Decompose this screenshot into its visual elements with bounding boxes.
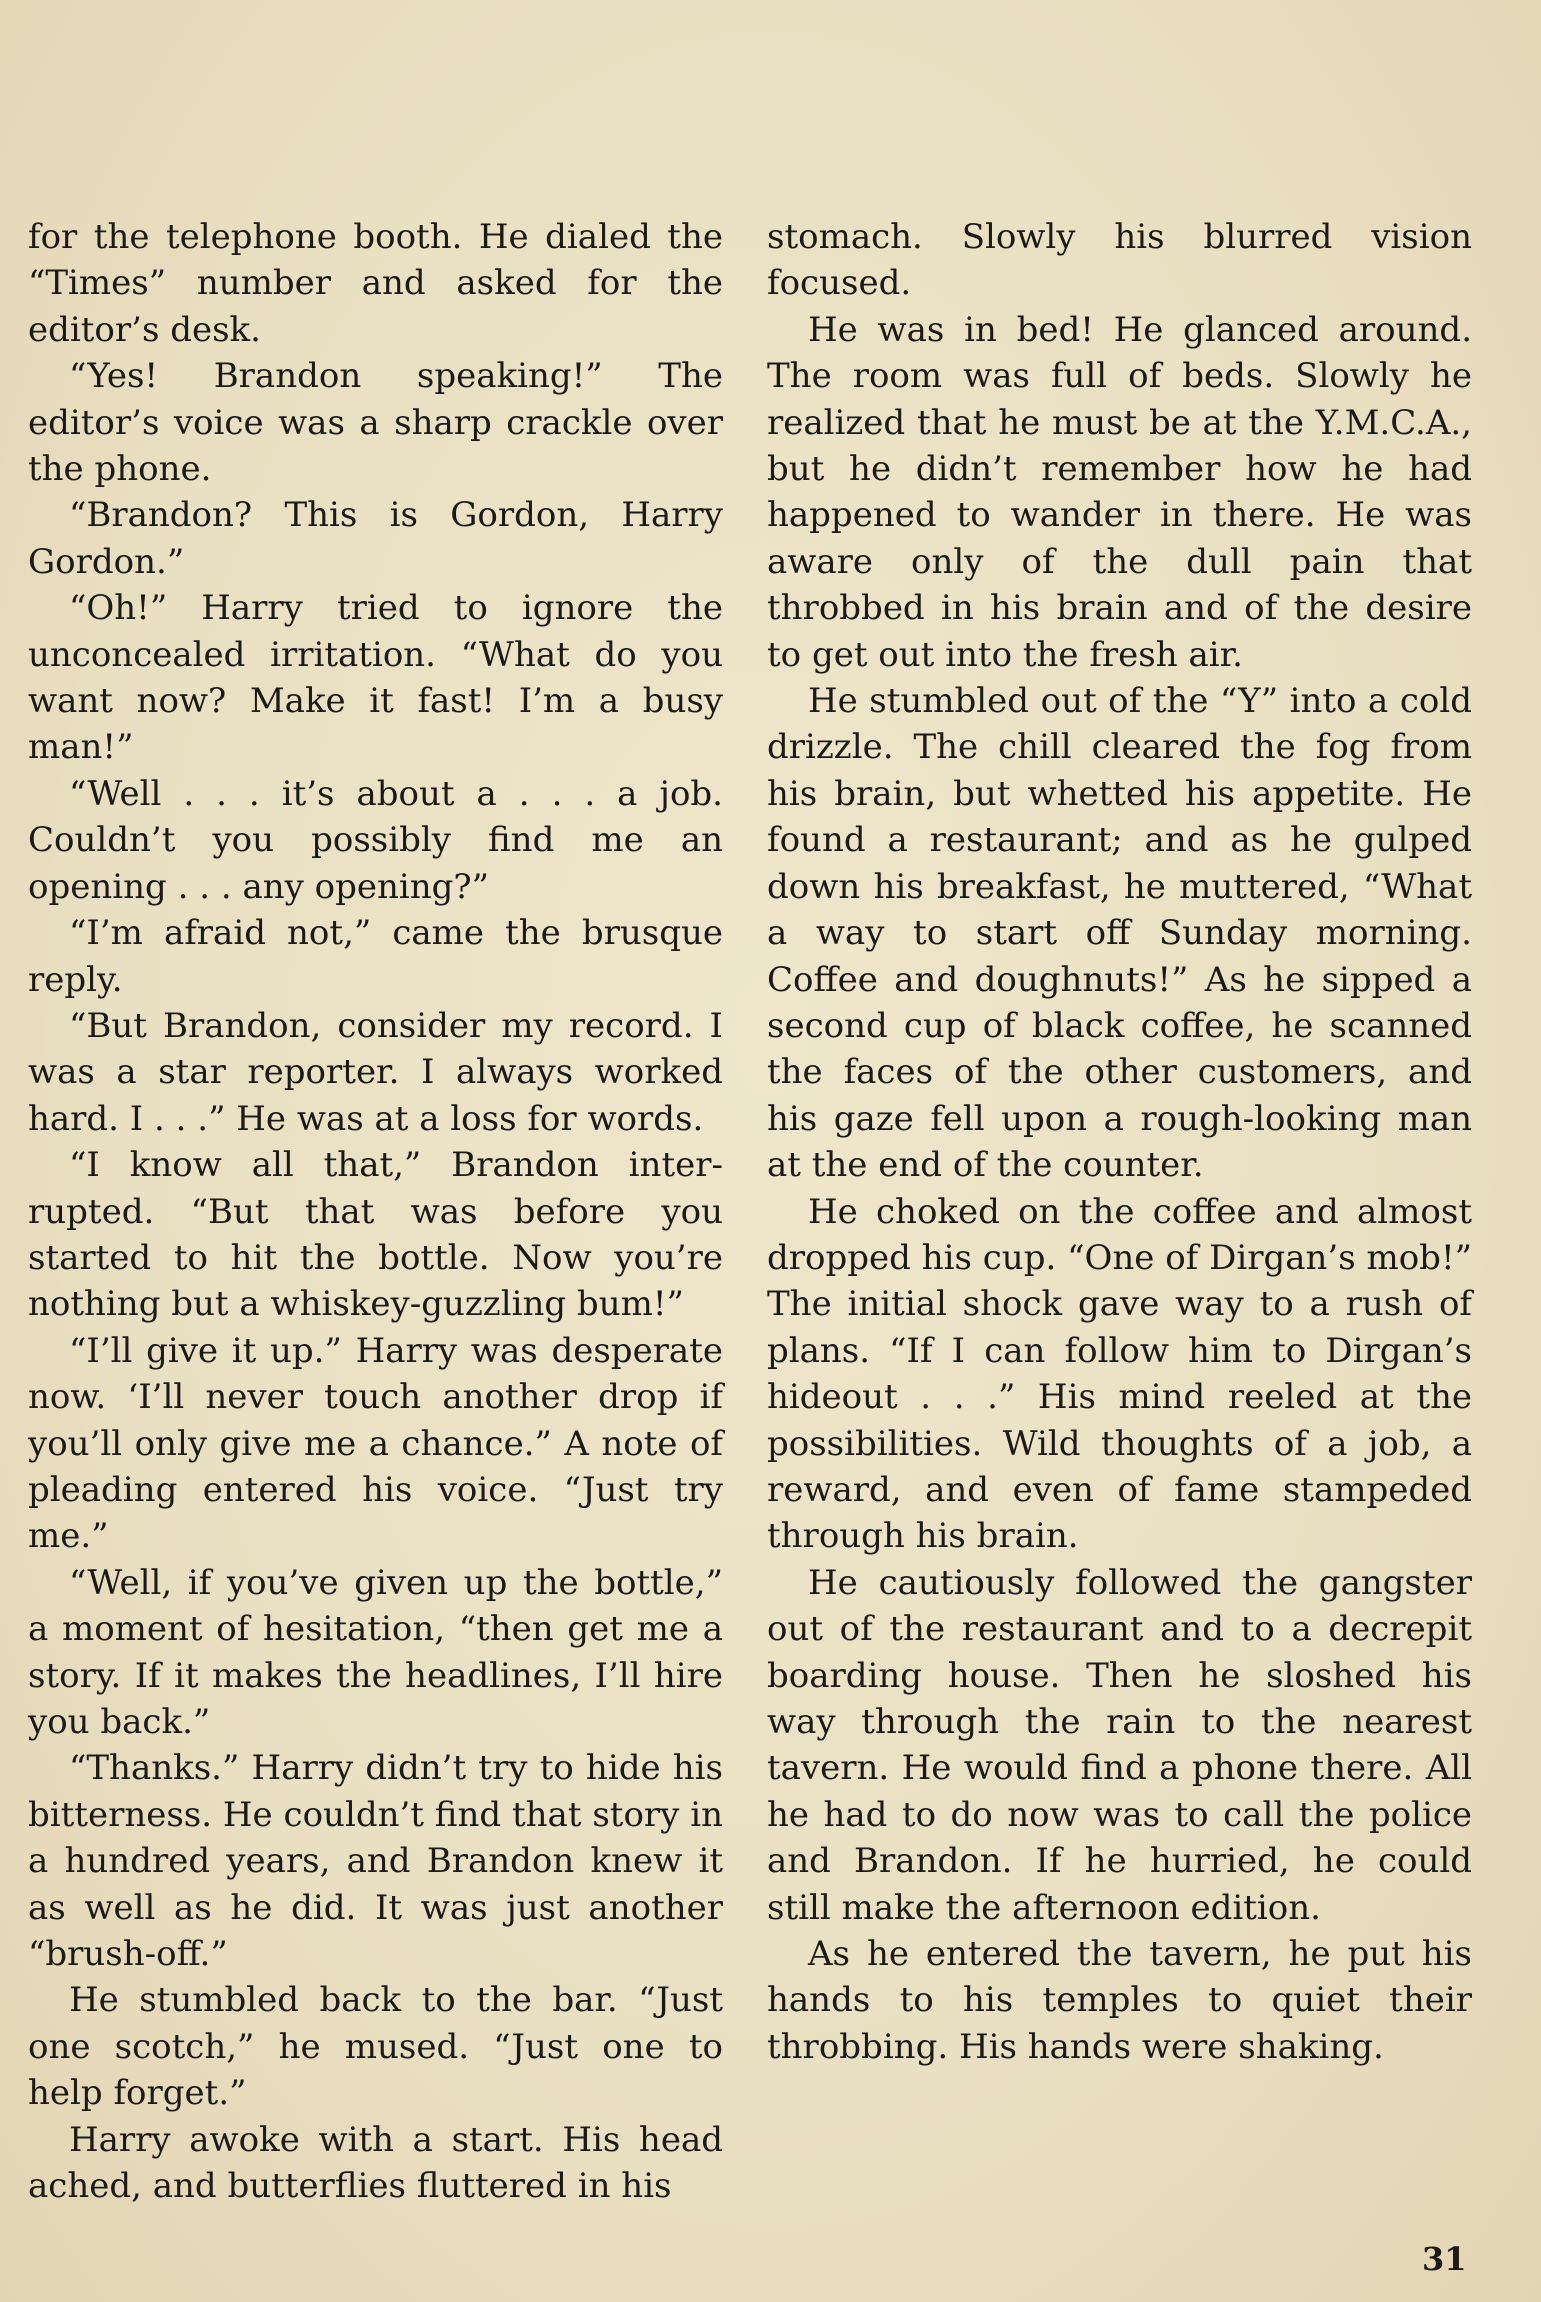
paragraph: “Well . . . it’s about a . . . a job. Couldn’t you possibly find me an opening . . . any opening?” [28,773,723,907]
paragraph: He choked on the coffee and almost dropped his cup. “One of Dirgan’s mob!” The initial shock gave way to a rush of plans. “If I can follow him to Dirgan’s hideout . . .” His mind reeled at the possibilities. Wild thoughts of a job, a reward, and even of fame stampeded through his brain. [767,1191,1472,1557]
paragraph: “Thanks.” Harry didn’t try to hide his bitterness. He couldn’t find that story in a hundred years, and Brandon knew it as well as he did. It was just another “brush-off.” [28,1748,723,1975]
paragraph: “But Brandon, consider my record. I was a star reporter. I always worked hard. I . . .” He was at a loss for words. [28,1005,723,1139]
paragraph: He was in bed! He glanced around. The room was full of beds. Slowly he realized that he must be at the Y.M.C.A., but he didn’t remember how he had happened to wander in there. He was aware only of the dull pain that throbbed in his brain and of the desire to get out into the fresh air. [767,309,1472,675]
paragraph: He cautiously followed the gangster out of the restaurant and to a decrepit boarding house. Then he sloshed his way through the rain to the nearest tavern. He would find a phone there. All he had to do now was to call the police and Brandon. If he hurried, he could still make the afternoon edition. [767,1562,1472,1928]
paragraph: He stumbled out of the “Y” into a cold drizzle. The chill cleared the fog from his brain, but whetted his appetite. He found a restaurant; and as he gulped down his breakfast, he muttered, “What a way to start off Sunday morning. Coffee and doughnuts!” As he sipped a second cup of black coffee, he scanned the faces of the other customers, and his gaze fell upon a rough-looking man at the end of the counter. [767,681,1472,1186]
paragraph: “I’ll give it up.” Harry was desperate now. ‘I’ll never touch another drop if you’ll only give me a chance.” A note of pleading entered his voice. “Just try me.” [28,1330,723,1557]
paragraph: As he entered the tavern, he put his hands to his temples to quiet their throbbing. His hands were shaking. [767,1934,1472,2067]
left-column [28,214,723,2209]
paragraph: Harry awoke with a start. His head ached, and butterflies fluttered in his [28,2119,723,2207]
paragraph: “I know all that,” Brandon interrupted. “But that was before you started to hit the bottle. Now you’re nothing but a whiskey-guzzling bum!” [28,1145,723,1325]
paragraph: “Yes! Brandon speaking!” The editor’s voice was a sharp crackle over the phone. [28,356,723,490]
paragraph-continued: stomach. Slowly his blurred vision focused. [767,217,1472,304]
paragraph: “Well, if you’ve given up the bottle,” a moment of hesitation, “then get me a story. If it makes the headlines, I’ll hire you back.” [28,1562,723,1742]
paragraph-continued: for the telephone booth. He dialed the “Times” number and asked for the editor’s desk. [28,217,723,350]
paragraph: “I’m afraid not,” came the brusque reply. [28,913,723,1000]
paragraph: He stumbled back to the bar. “Just one scotch,” he mused. “Just one to help forget.” [28,1980,723,2114]
page-number: 31 [1422,2240,1467,2278]
paragraph: “Oh!” Harry tried to ignore the unconcealed irritation. “What do you want now? Make it fast! I’m a busy man!” [28,588,723,768]
paragraph: “Brandon? This is Gordon, Harry Gordon.” [28,495,723,582]
right-column [767,214,1472,2070]
